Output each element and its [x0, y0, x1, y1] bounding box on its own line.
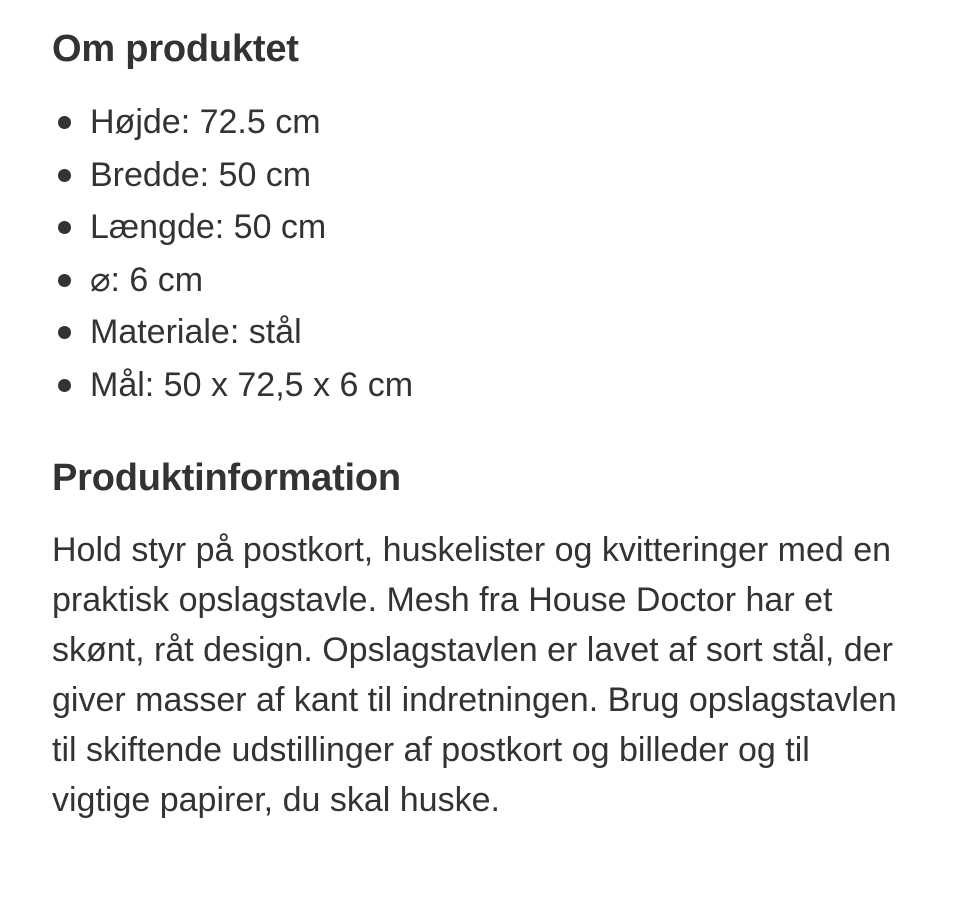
spec-item-height	[52, 96, 413, 149]
spec-item-label: Bredde: 50 cm	[90, 155, 312, 194]
spec-item-diameter	[52, 254, 413, 307]
bullet-icon	[58, 169, 71, 182]
spec-item-label: Mål: 50 x 72,5 x 6 cm	[90, 365, 414, 404]
bullet-icon	[58, 116, 71, 129]
spec-item-label: Materiale: stål	[90, 313, 302, 351]
spec-item-width	[52, 149, 413, 202]
bullet-icon	[58, 379, 71, 392]
about-heading: Om produktet	[52, 28, 299, 70]
bullet-icon	[58, 326, 71, 339]
spec-item-material	[52, 306, 413, 359]
product-description: Hold styr på postkort, huskelister og kvitteringer med en praktisk opslagstavle. Mesh fra House Doctor har et skønt, råt design. Opslagstavlen er lavet af sort stål, der giver masser af kant til indretningen. Brug opslagstavlen til skiftende udstillinger af postkort og billeder og til vigtige papirer, du skal huske.	[52, 531, 897, 819]
spec-item-length	[52, 201, 413, 254]
bullet-icon	[58, 221, 71, 234]
spec-item-label: ⌀: 6 cm	[90, 260, 204, 299]
spec-item-dimensions	[52, 359, 413, 412]
bullet-icon	[58, 274, 71, 287]
spec-item-label: Højde: 72.5 cm	[90, 103, 321, 141]
spec-list	[52, 96, 413, 411]
product-info-heading: Produktinformation	[52, 457, 401, 499]
spec-item-label: Længde: 50 cm	[90, 208, 327, 246]
